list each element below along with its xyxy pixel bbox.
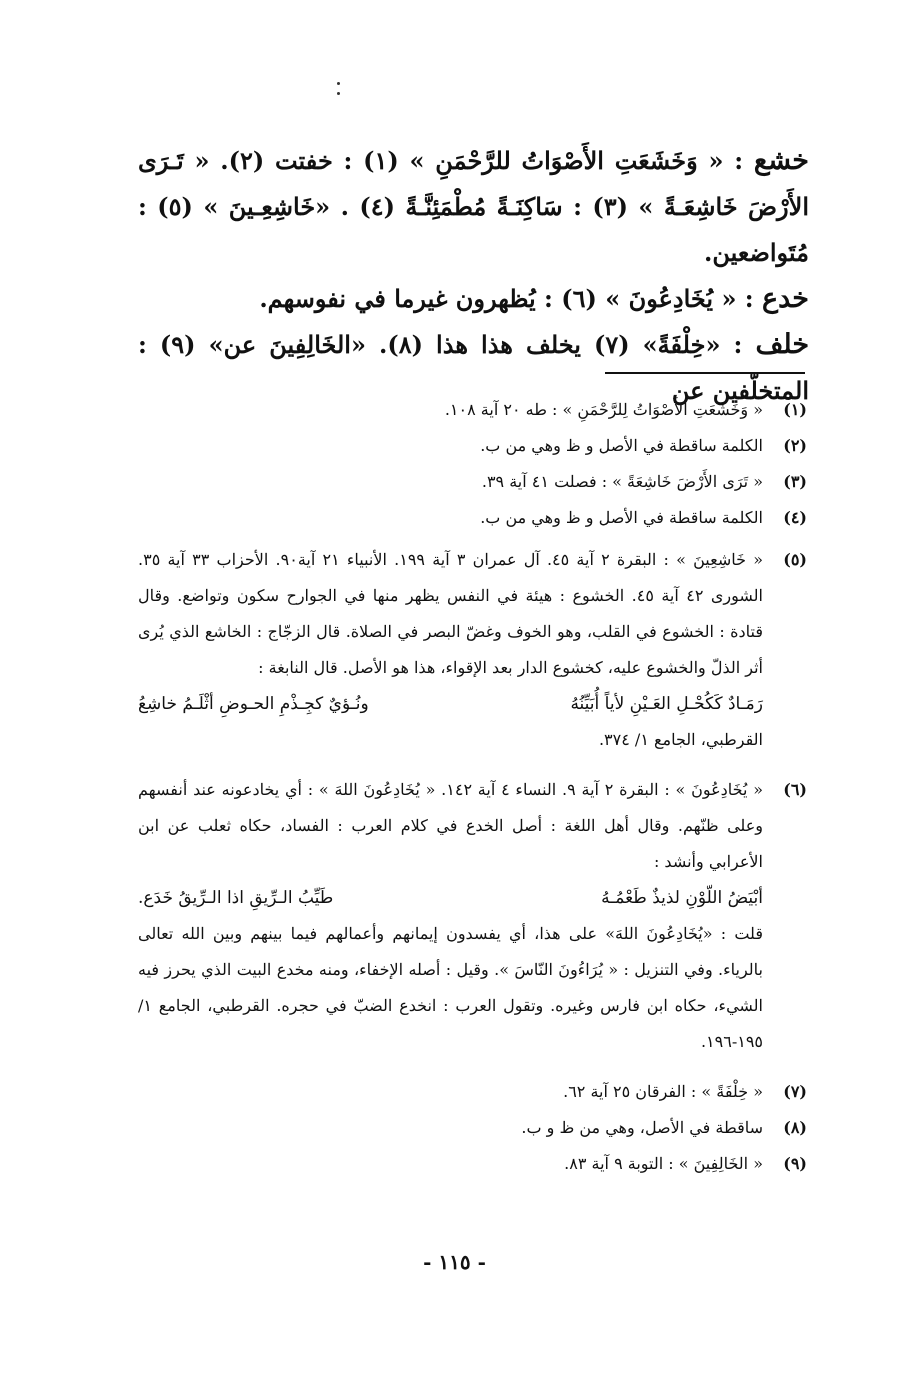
footnote-text: « خِلْفَةً » : الفرقان ٢٥ آية ٦٢. bbox=[563, 1082, 763, 1101]
entry-text: « وَخَشَعَتِ الأَصْوَاتُ للرَّحْمَنِ » (١) : خفتت (٢). « تَـرَى الأَرْضَ خَاشِعَـةً » (٣) : سَاكِنَـةً مُطْمَئِنَّـةً (٤) . «خَاشِعِـينَ » (٥) : مُتَواضعين. bbox=[138, 146, 809, 267]
footnotes bbox=[138, 392, 807, 1182]
footnote-text: « الخَالِفِينَ » : التوبة ٩ آية ٨٣. bbox=[564, 1154, 763, 1173]
entry-headword: خلف bbox=[755, 329, 810, 360]
footnote-6 bbox=[138, 772, 807, 1060]
scan-speck bbox=[337, 82, 340, 85]
footnote-text: الكلمة ساقطة في الأصل و ظ وهي من ب. bbox=[480, 436, 763, 455]
entry-headword: خشع bbox=[753, 145, 809, 176]
footnote-number: (٦) bbox=[783, 780, 807, 799]
entry-text: «خِلْفَةً» (٧) يخلف هذا هذا (٨). «الخَالِفِينَ عن» (٩) : المتخلّفين عن bbox=[138, 330, 809, 405]
footnote-3 bbox=[138, 464, 807, 500]
entry-headword: خدع bbox=[762, 283, 809, 314]
footnote-7 bbox=[138, 1074, 807, 1110]
footnote-continuation: قلت : «يُخَادِعُونَ اللهَ» على هذا، أي يفسدون إيمانهم وأعمالهم فيما بينهم وبين الله تعالى بالرياء. وفي التنزيل : « يُرَاءُونَ النّاسَ ». وقيل : أصله الإخفاء، ومنه مخدع البيت الذي يحرز فيه الشيء، حكاه ابن فارس وغيره. وتقول العرب : انخدع الضبّ في حجره. القرطبي، الجامع ١/ ١٩٥-١٩٦. bbox=[138, 924, 763, 1051]
verse-hemistich-first: رَمَـادٌ كَكُحْـلِ العَـيْنِ لأياً أُبَيِّنُهُ bbox=[570, 694, 763, 714]
footnote-number: (٤) bbox=[783, 508, 807, 527]
page-number: - ١١٥ - bbox=[423, 1250, 486, 1274]
footnote-8 bbox=[138, 1110, 807, 1146]
footnote-number: (١) bbox=[783, 400, 807, 419]
footnote-number: (٢) bbox=[783, 436, 807, 455]
entry-khashaa: خشع : « وَخَشَعَتِ الأَصْوَاتُ للرَّحْمَنِ » (١) : خفتت (٢). « تَـرَى الأَرْضَ خَاشِعَـةً » (٣) : سَاكِنَـةً مُطْمَئِنَّـةً (٤) . «خَاشِعِـينَ » (٥) : مُتَواضعين. bbox=[138, 145, 809, 267]
poetry-verse bbox=[138, 686, 763, 722]
footnote-number: (٩) bbox=[783, 1154, 807, 1173]
footnote-4 bbox=[138, 500, 807, 536]
footnote-5 bbox=[138, 542, 807, 758]
poetry-verse bbox=[138, 880, 763, 916]
verse-hemistich-first: أبْيَضُ اللّوْنِ لذيذٌ طَعْمُـهُ bbox=[601, 888, 763, 908]
footnote-citation: القرطبي، الجامع ١/ ٣٧٤. bbox=[598, 730, 763, 749]
scan-speck bbox=[337, 92, 340, 95]
footnote-text: « وَخَشَعَتِ الأَصْوَاتُ لِلرَّحْمَنِ » : طه ٢٠ آية ١٠٨. bbox=[444, 400, 763, 419]
footnote-number: (٨) bbox=[783, 1118, 807, 1137]
footnote-number: (٥) bbox=[783, 550, 807, 569]
verse-hemistich-second: ونُـؤيٌ كجِـذْمِ الحـوضِ أثْلَـمُ خاشِعُ bbox=[138, 694, 369, 714]
verse-hemistich-second: طَيِّبُ الـرِّيقِ اذا الـرِّيقُ خَدَع. bbox=[138, 888, 334, 908]
footnote-text: « يُخَادِعُونَ » : البقرة ٢ آية ٩. النساء ٤ آية ١٤٢. « يُخَادِعُونَ اللهَ » : أي يخادعونه عند أنفسهم وعلى ظنّهم. وقال أهل اللغة : أصل الخدع في كلام العرب : الفساد، حكاه ثعلب عن ابن الأعرابي وأنشد : bbox=[138, 780, 763, 871]
footnote-divider bbox=[605, 372, 805, 374]
footnote-text: « تَرَى الأَرْضَ خَاشِعَةً » : فصلت ٤١ آية ٣٩. bbox=[481, 472, 763, 491]
entry-khalafa: خلف : «خِلْفَةً» (٧) يخلف هذا هذا (٨). «الخَالِفِينَ عن» (٩) : المتخلّفين عن bbox=[138, 329, 810, 405]
footnote-number: (٧) bbox=[783, 1082, 807, 1101]
footnote-1 bbox=[138, 392, 807, 428]
entry-khadaa: خدع : « يُخَادِعُونَ » (٦) : يُظهرون غيرما في نفوسهم. bbox=[259, 283, 809, 314]
footnote-2 bbox=[138, 428, 807, 464]
footnote-number: (٣) bbox=[783, 472, 807, 491]
footnote-text: ساقطة في الأصل، وهي من ظ و ب. bbox=[521, 1118, 763, 1137]
footnote-text: « خَاشِعِينَ » : البقرة ٢ آية ٤٥. آل عمران ٣ آية ١٩٩. الأنبياء ٢١ آية٩٠. الأحزاب ٣٣ آية ٣٥. الشورى ٤٢ آية ٤٥. الخشوع : هيئة في النفس يظهر منها في الجوارح سكون وتواضع. وقال قتادة : الخشوع في القلب، وهو الخوف وغضّ البصر في الصلاة. قال الزجّاج : الخاشع الذي يُرى أثر الذلّ والخشوع عليه، كخشوع الدار بعد الإقواء، هذا هو الأصل. قال النابغة : bbox=[138, 550, 763, 677]
footnote-9 bbox=[138, 1146, 807, 1182]
footnote-text: الكلمة ساقطة في الأصل و ظ وهي من ب. bbox=[480, 508, 763, 527]
entry-text: « يُخَادِعُونَ » (٦) : يُظهرون غيرما في نفوسهم. bbox=[259, 284, 737, 313]
